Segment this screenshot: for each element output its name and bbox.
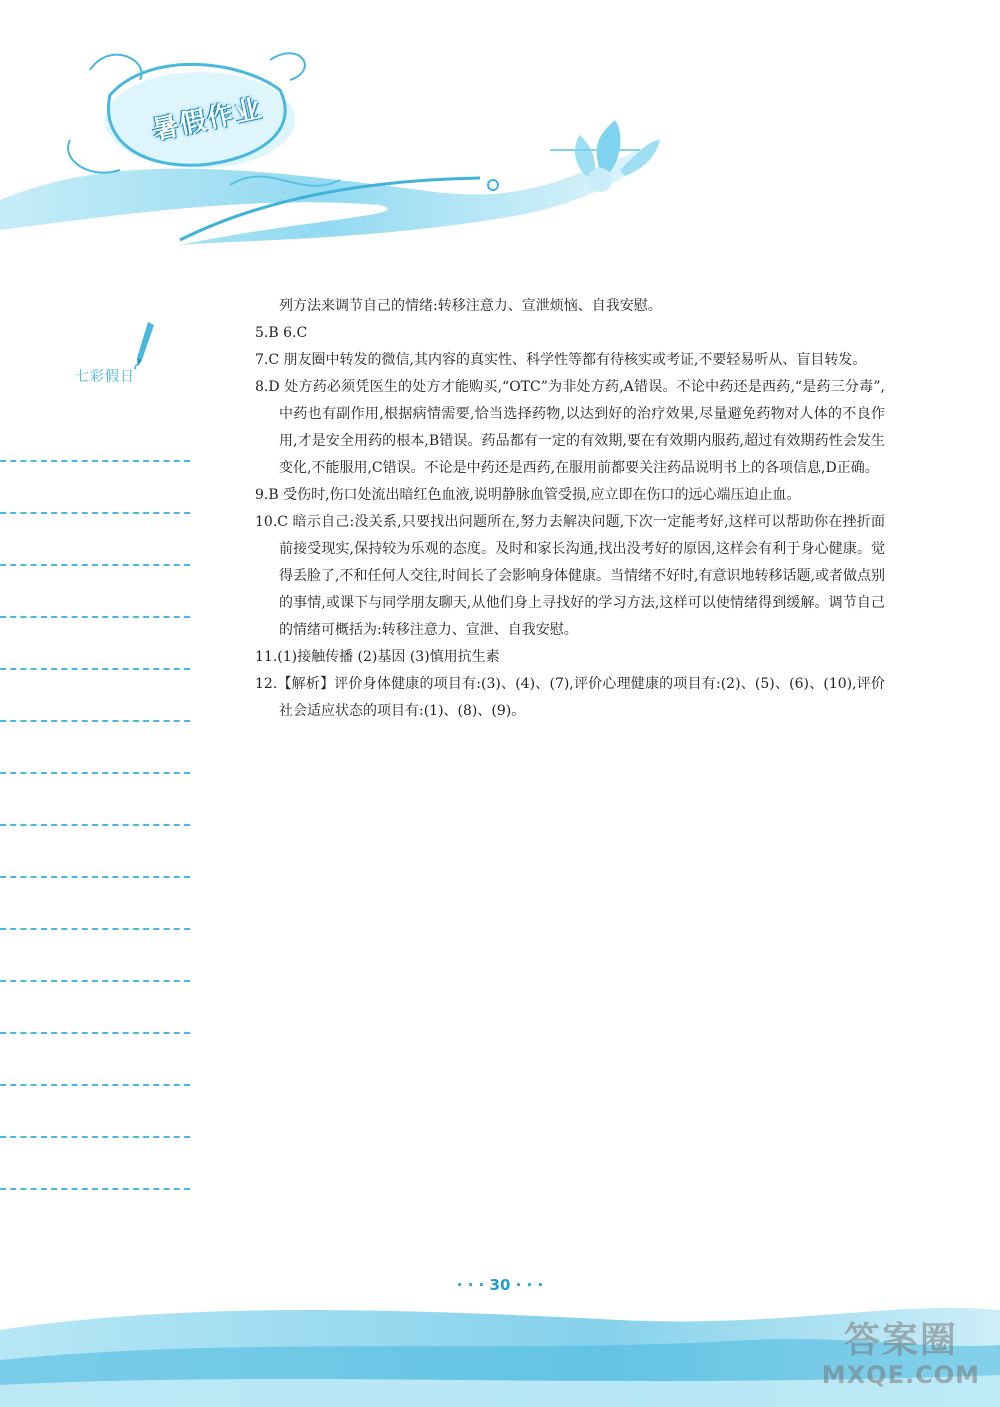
- answer-paragraph: 列方法来调节自己的情绪:转移注意力、宣泄烦恼、自我安慰。: [279, 298, 662, 314]
- watermark-text: 答案圈: [843, 1320, 958, 1361]
- watermark-url: MXQE.COM: [821, 1361, 980, 1389]
- answer-content: [255, 293, 885, 725]
- note-line: [0, 462, 190, 514]
- note-line: [0, 566, 190, 618]
- note-line: [0, 722, 190, 774]
- pen-icon: [132, 320, 156, 370]
- note-line: [0, 878, 190, 930]
- answer-paragraph: 12.【解析】评价身体健康的项目有:(3)、(4)、(7),评价心理健康的项目有:(2)、(5)、(6)、(10),评价社会适应状态的项目有:(1)、(8)、(9)。: [255, 676, 885, 719]
- note-line: [0, 1034, 190, 1086]
- sidebar-label: 七彩假日: [75, 369, 135, 385]
- note-line: [0, 1086, 190, 1138]
- note-line: [0, 774, 190, 826]
- note-line: [0, 930, 190, 982]
- answer-paragraph: 7.C 朋友圈中转发的微信,其内容的真实性、科学性等都有待核实或考证,不要轻易听从、盲目转发。: [255, 352, 867, 368]
- answer-paragraph: 5.B 6.C: [255, 325, 308, 341]
- note-line: [0, 514, 190, 566]
- answer-paragraph: 9.B 受伤时,伤口处流出暗红色血液,说明静脉血管受损,应立即在伤口的远心端压迫止血。: [255, 487, 801, 503]
- note-line: [0, 826, 190, 878]
- answer-paragraph: 11.(1)接触传播 (2)基因 (3)慎用抗生素: [255, 649, 500, 665]
- page-number: · · · 30 · · ·: [456, 1276, 544, 1294]
- note-lines: [0, 410, 190, 1190]
- watermark: [822, 1321, 980, 1389]
- note-line: [0, 982, 190, 1034]
- answer-paragraph: 10.C 暗示自己:没关系,只要找出问题所在,努力去解决问题,下次一定能考好,这样可以帮助你在挫折面前接受现实,保持较为乐观的态度。及时和家长沟通,找出没考好的原因,这样会有利于身心健康。觉得丢脸了,不和任何人交往,时间长了会影响身体健康。当情绪不好时,有意识地转移话题,或者做点别的事情,或课下与同学朋友聊天,从他们身上寻找好的学习方法,这样可以使情绪得到缓解。调节自己的情绪可概括为:转移注意力、宣泄、自我安慰。: [255, 514, 885, 638]
- header-title: 暑假作业: [149, 93, 266, 146]
- note-line: [0, 410, 190, 462]
- note-line: [0, 1138, 190, 1190]
- note-line: [0, 618, 190, 670]
- answer-paragraph: 8.D 处方药必须凭医生的处方才能购买,“OTC”为非处方药,A错误。不论中药还是西药,“是药三分毒”,中药也有副作用,根据病情需要,恰当选择药物,以达到好的治疗效果,尽量避免药物对人体的不良作用,才是安全用药的根本,B错误。药品都有一定的有效期,要在有效期内服药,超过有效期药性会发生变化,不能服用,C错误。不论是中药还是西药,在服用前都要关注药品说明书上的各项信息,D正确。: [255, 379, 885, 476]
- note-line: [0, 670, 190, 722]
